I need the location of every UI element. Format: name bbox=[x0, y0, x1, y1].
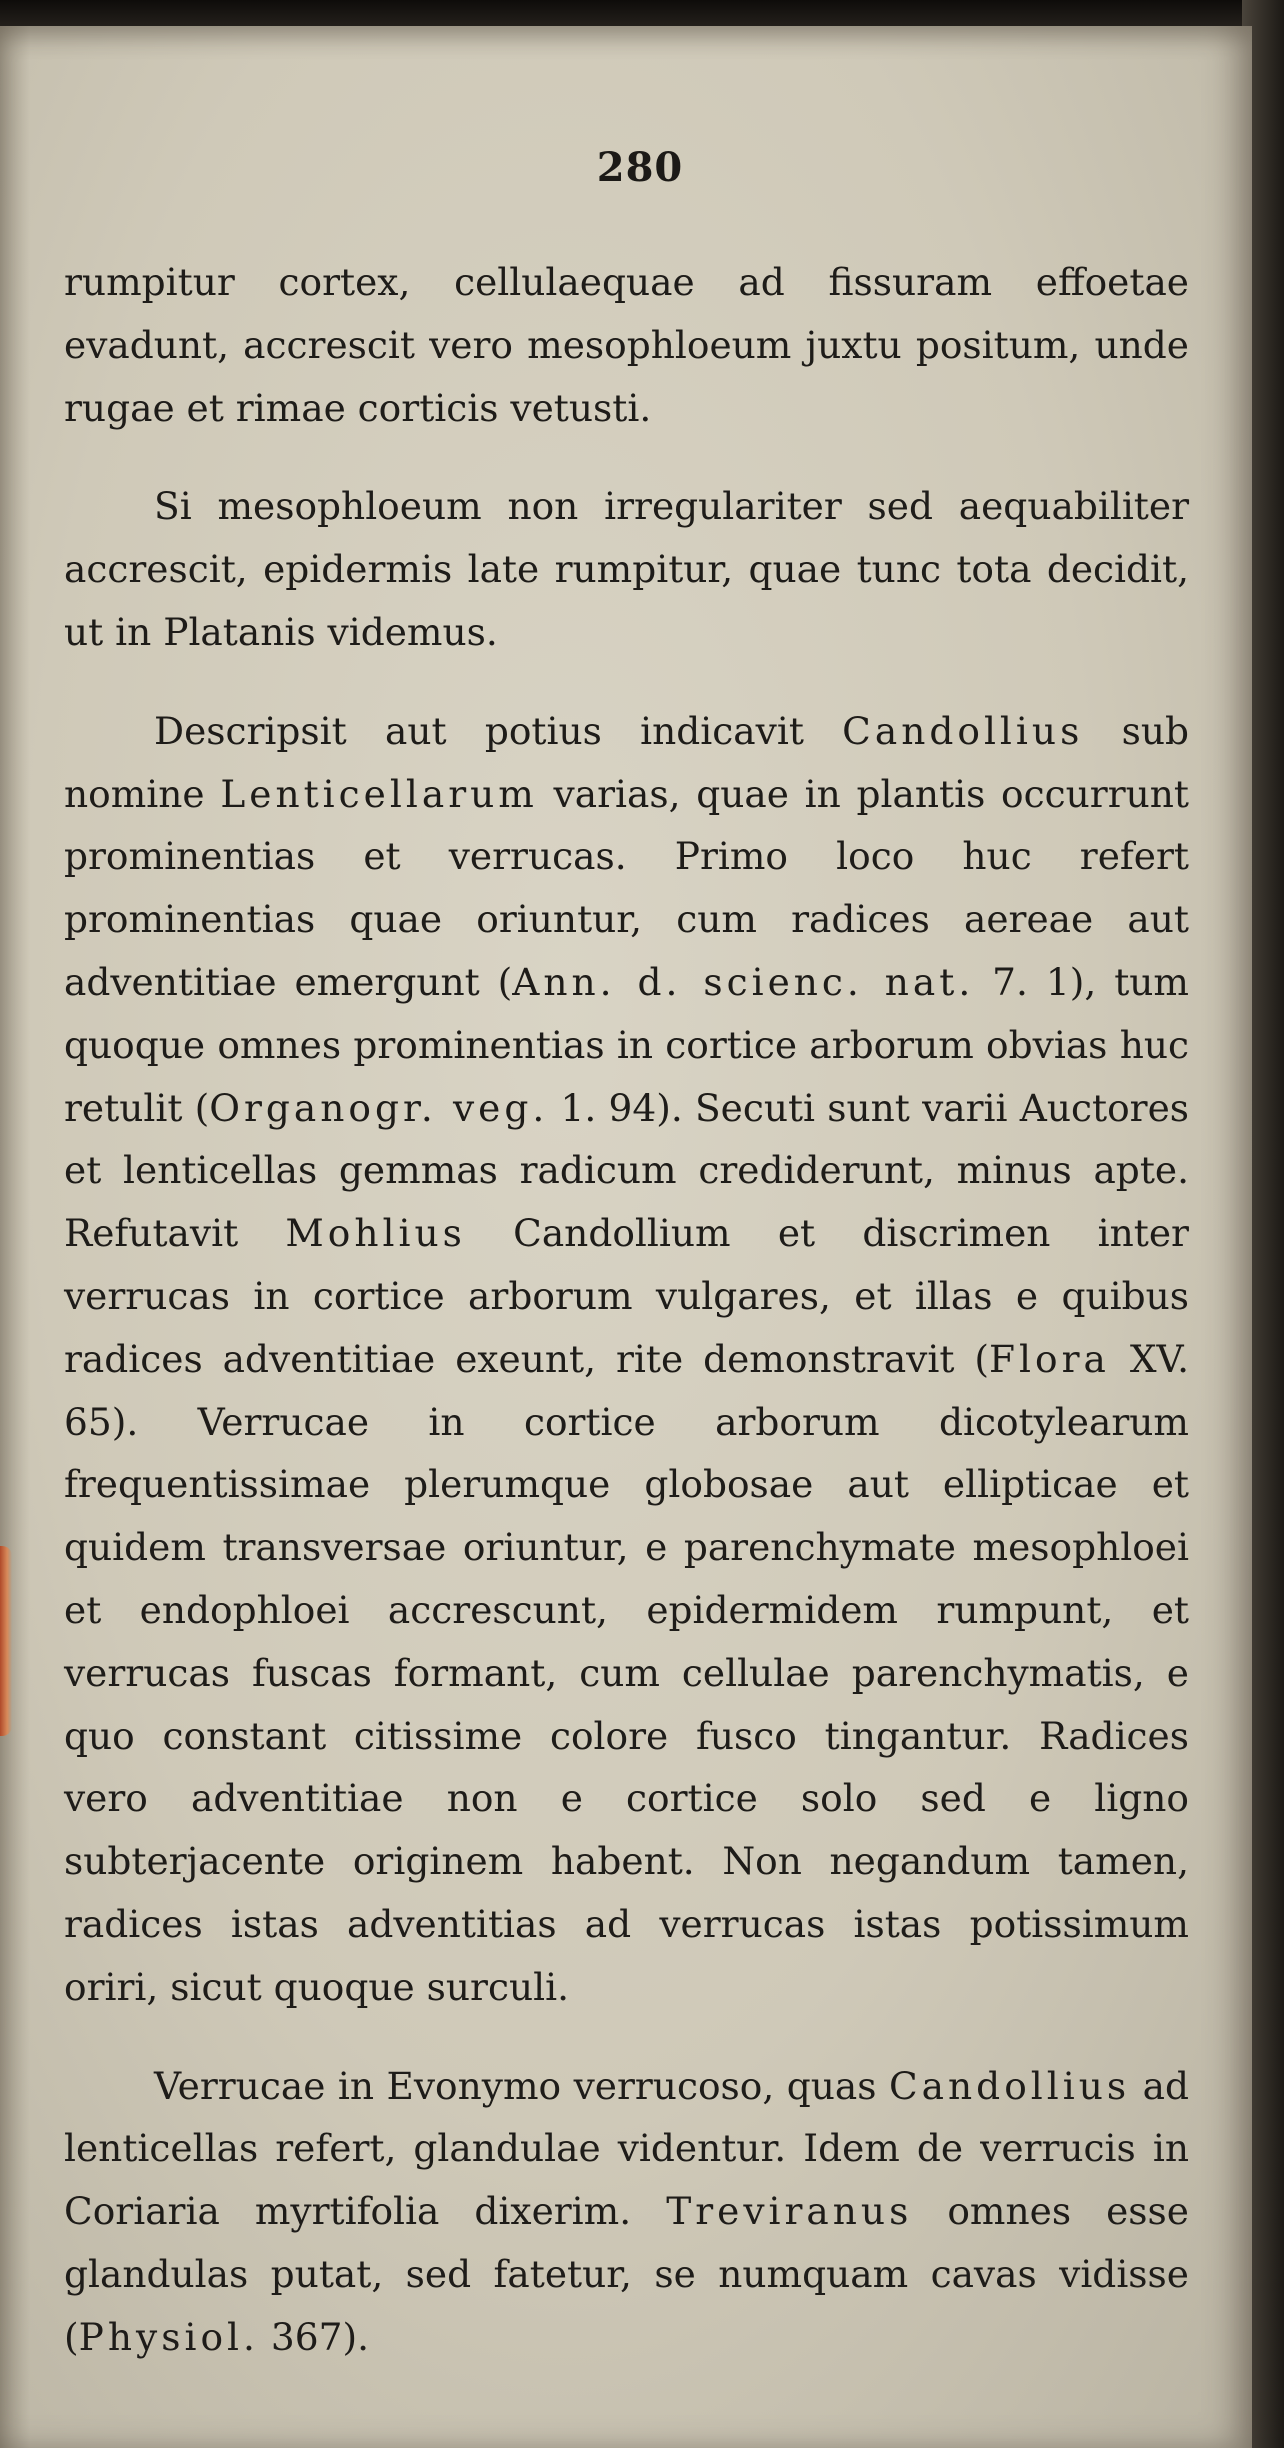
paragraph-3-text: Candollium et discrimen inter verrucas in cortice arborum vulgares, et illas e quibus radices adventitiae exeunt, rite demonstravit ( bbox=[64, 1211, 1189, 1381]
author-name: Treviranus bbox=[666, 2189, 913, 2234]
book-page bbox=[0, 26, 1252, 2448]
page-number: 280 bbox=[596, 144, 684, 191]
term-lenticellarum: Lenticellarum bbox=[220, 771, 538, 816]
author-name: Candollius bbox=[888, 2063, 1131, 2108]
citation-title: Flora bbox=[989, 1336, 1110, 1381]
paragraph-4-text: 367). bbox=[258, 2314, 369, 2359]
paragraph-3-text: 7. 1), tum quoque omnes prominentias in cortice arborum obvias huc retulit ( bbox=[64, 959, 1189, 1130]
paragraph-3-text: Descripsit aut potius indicavit bbox=[154, 708, 843, 753]
paragraph-3-text: sub nomine bbox=[64, 708, 1189, 816]
paragraph-3-text: varias, quae in plantis occurrunt prominentias et verrucas. Primo loco huc refert prominentias quae oriuntur, cum radices aereae aut adventitiae emergunt ( bbox=[64, 771, 1189, 1004]
author-name: Candollius bbox=[842, 708, 1084, 753]
page-body bbox=[64, 251, 1189, 2369]
paragraph-3-text: XV. 65). Verrucae in cortice arborum dicotylearum frequentissimae plerumque globosae aut ellipticae et quidem transversae oriuntur, e parenchymate mesophloei et endophloei accrescunt, epidermidem rumpunt, et verrucas fuscas formant, cum cellulae parenchymatis, e quo constant citissime colore fusco tingantur. Radices vero adventitiae non e cortice solo sed e ligno subterjacente originem habent. Non negandum tamen, radices istas adventitias ad verrucas istas potissimum oriri, sicut quoque surculi. bbox=[64, 1336, 1189, 2009]
author-name: Mohlius bbox=[285, 1211, 466, 1256]
paragraph-1: rumpitur cortex, cellulaequae ad fissuram effoetae evadunt, accrescit vero mesophloeum juxtu positum, unde rugae et rimae corticis vetusti. bbox=[64, 260, 1189, 430]
paragraph-3 bbox=[64, 700, 1189, 2019]
paragraph-4-text: omnes esse glandulas putat, sed fatetur, se numquam cavas vidisse ( bbox=[64, 2189, 1189, 2359]
spine-shadow bbox=[0, 26, 30, 2448]
paragraph-4-text: ad lenticellas refert, glandulae videntur. Idem de verrucis in Coriaria myrtifolia dixerim. bbox=[64, 2063, 1189, 2234]
paragraph-4-text: Verrucae in Evonymo verrucoso, quas bbox=[154, 2063, 889, 2108]
paragraph-2: Si mesophloeum non irregulariter sed aequabiliter accrescit, epidermis late rumpitur, quae tunc tota decidit, ut in Platanis videmus. bbox=[64, 484, 1189, 654]
paragraph-4 bbox=[64, 2055, 1189, 2369]
citation-title: Organogr. veg. bbox=[209, 1085, 549, 1130]
citation-title: Ann. d. scienc. nat. bbox=[512, 959, 975, 1004]
citation-title: Physiol. bbox=[78, 2314, 259, 2359]
bookmark-tab bbox=[0, 1546, 12, 1736]
paragraph-3-text: 1. 94). Secuti sunt varii Auctores et lenticellas gemmas radicum crediderunt, minus apte. Refutavit bbox=[64, 1085, 1190, 1256]
